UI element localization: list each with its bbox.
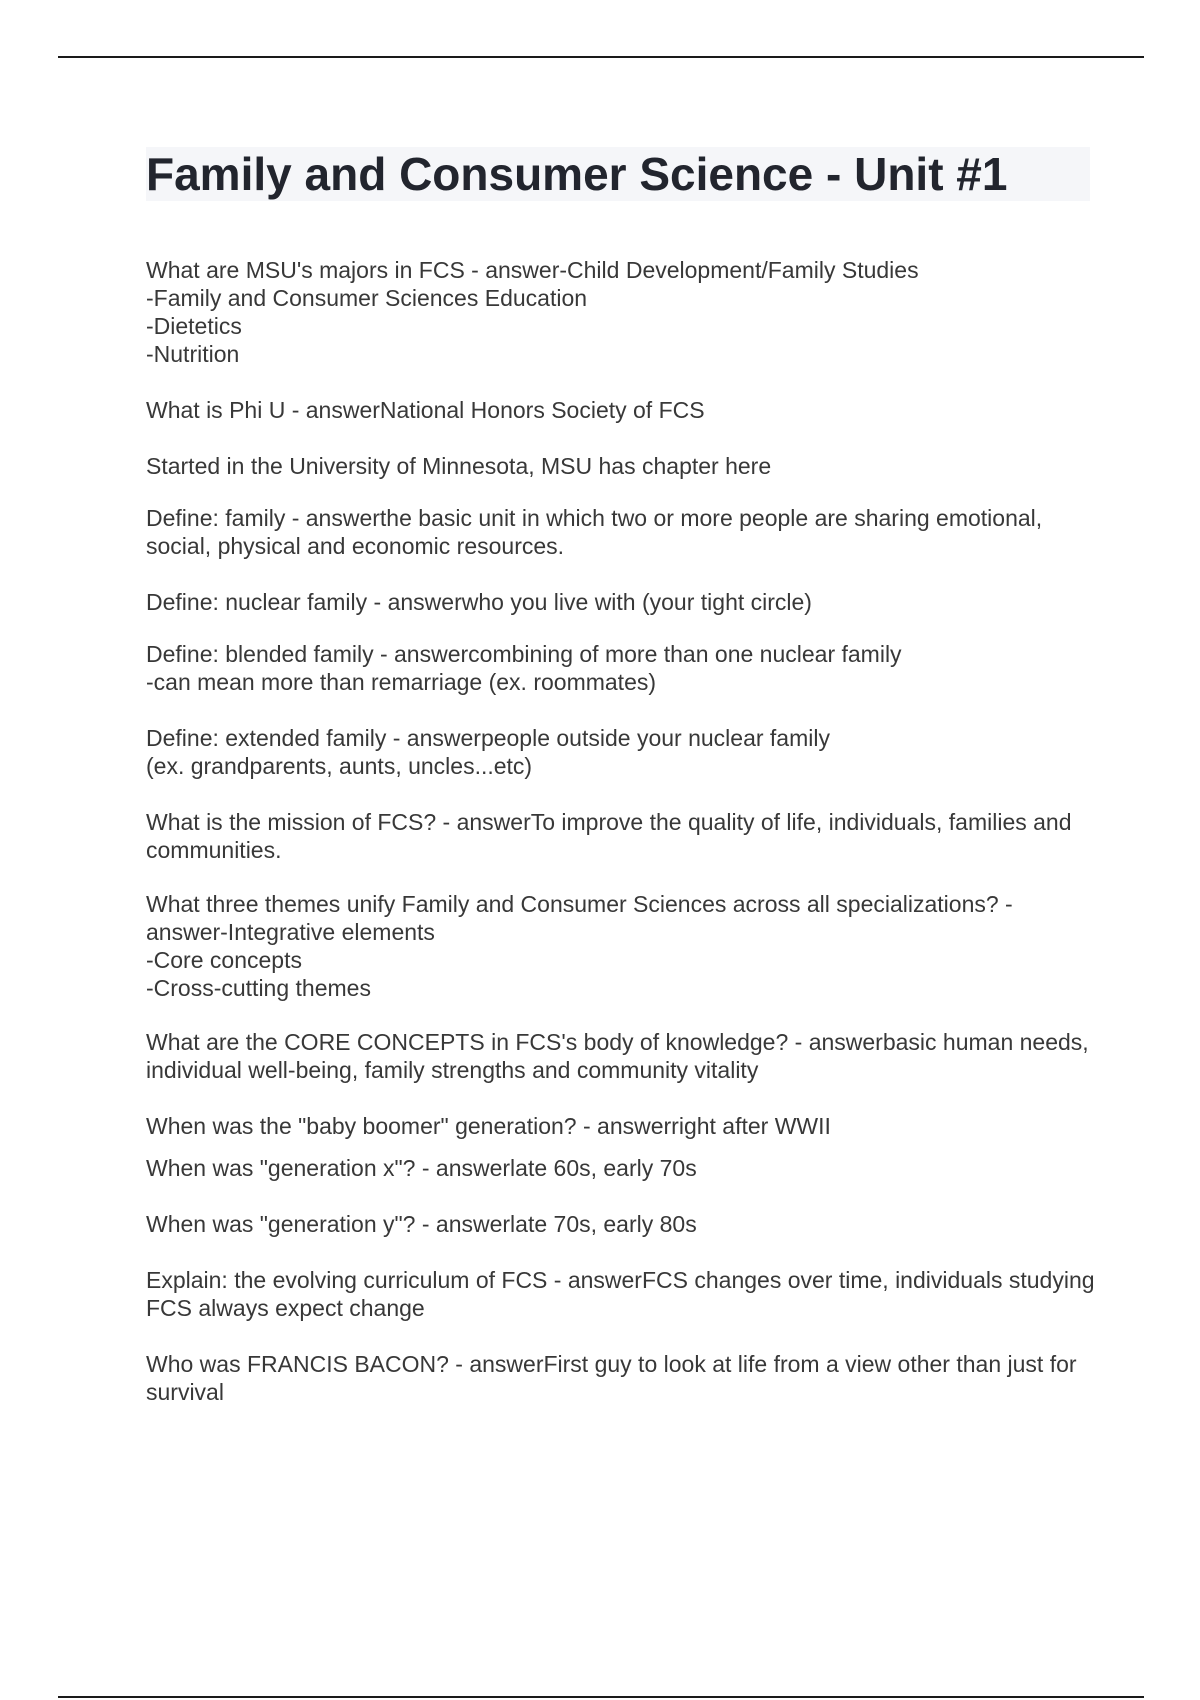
qa-item-phi-u-note: Started in the University of Minnesota, MSU has chapter here (146, 453, 772, 479)
title-banner (146, 147, 1090, 201)
document-body (146, 256, 1096, 1406)
qa-item-generation-y: When was "generation y"? - answerlate 70s, early 80s (146, 1211, 697, 1237)
qa-item-extended-family: Define: extended family - answerpeople outside your nuclear family (ex. grandparents, aunts, uncles...etc) (146, 725, 830, 779)
qa-item-nuclear-family: Define: nuclear family - answerwho you live with (your tight circle) (146, 589, 812, 615)
qa-item-three-themes: What three themes unify Family and Consumer Sciences across all specializations? - answer-Integrative elements -Core concepts -Cross-cutting themes (146, 891, 1013, 1001)
qa-item-generation-x: When was "generation x"? - answerlate 60s, early 70s (146, 1155, 697, 1181)
qa-item-francis-bacon: Who was FRANCIS BACON? - answerFirst guy to look at life from a view other than just for survival (146, 1351, 1077, 1405)
qa-item-phi-u: What is Phi U - answerNational Honors Society of FCS (146, 397, 705, 423)
top-rule (58, 56, 1144, 58)
qa-item-family: Define: family - answerthe basic unit in which two or more people are sharing emotional, social, physical and economic resources. (146, 505, 1043, 559)
bottom-rule (58, 1696, 1144, 1698)
qa-item-majors: What are MSU's majors in FCS - answer-Child Development/Family Studies -Family and Consumer Sciences Education -Dietetics -Nutrition (146, 257, 919, 367)
qa-item-baby-boomer: When was the "baby boomer" generation? - answerright after WWII (146, 1113, 831, 1139)
page-title: Family and Consumer Science - Unit #1 (146, 148, 1008, 200)
qa-item-mission: What is the mission of FCS? - answerTo improve the quality of life, individuals, families and communities. (146, 809, 1072, 863)
qa-item-blended-family: Define: blended family - answercombining of more than one nuclear family -can mean more than remarriage (ex. roommates) (146, 641, 902, 695)
qa-item-evolving-curriculum: Explain: the evolving curriculum of FCS - answerFCS changes over time, individuals studying FCS always expect change (146, 1267, 1095, 1321)
qa-item-core-concepts: What are the CORE CONCEPTS in FCS's body of knowledge? - answerbasic human needs, individual well-being, family strengths and community vitality (146, 1029, 1089, 1083)
